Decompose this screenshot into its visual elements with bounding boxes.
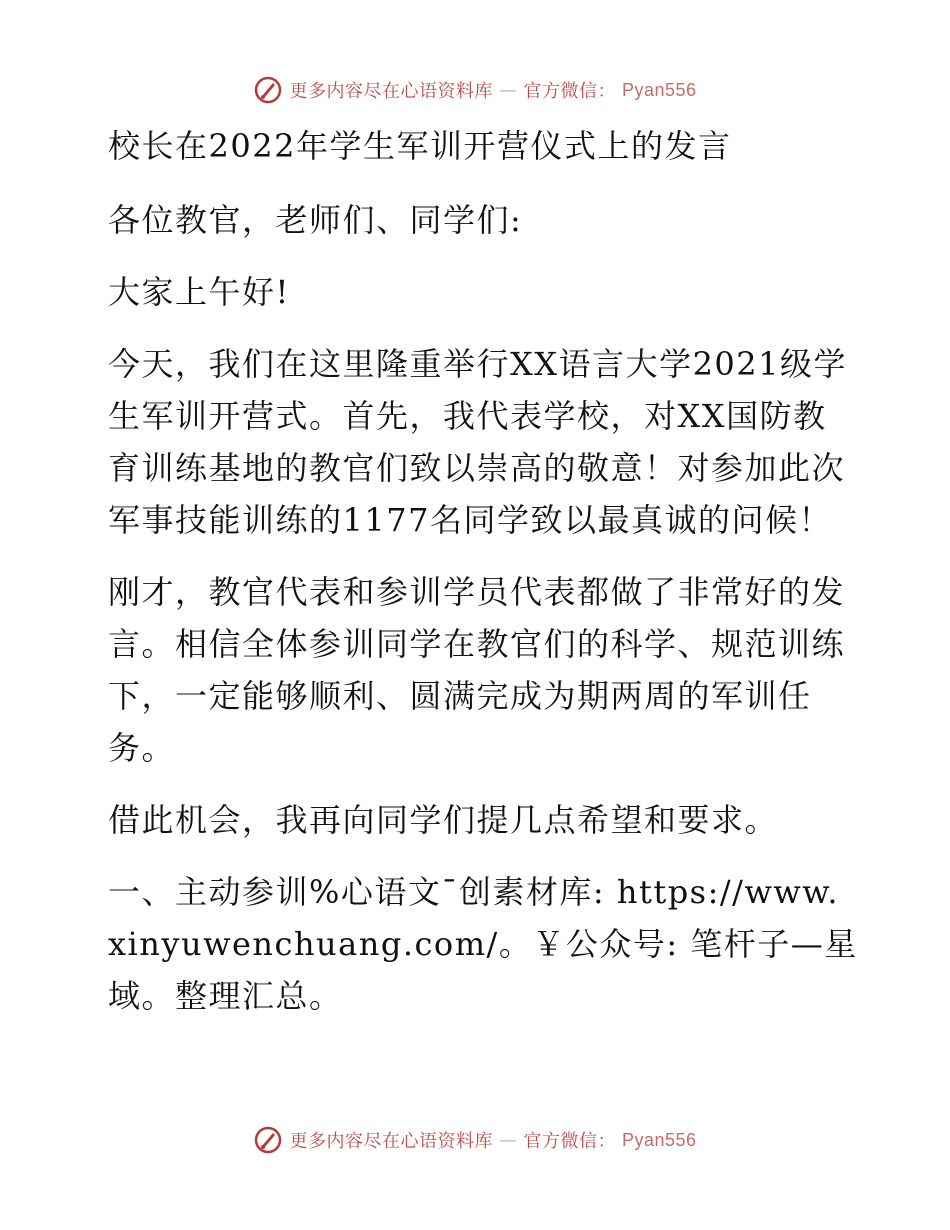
watermark-text: 更多内容尽在心语资料库 [289, 81, 493, 102]
quill-seal-icon [253, 1125, 283, 1155]
watermark-wechat-id: Pyan556 [621, 1129, 697, 1150]
quill-seal-icon [253, 75, 283, 105]
salutation: 大家上午好! [108, 273, 290, 311]
watermark-contact: 官方微信： [523, 1131, 616, 1152]
header-watermark [0, 72, 950, 108]
greeting: 各位教官，老师们、同学们: [108, 201, 523, 239]
watermark-separator: — [498, 79, 518, 101]
paragraph-requests: 借此机会，我再向同学们提几点希望和要求。 [108, 801, 779, 839]
footer-watermark [0, 1122, 950, 1158]
watermark-contact: 官方微信： [523, 81, 616, 102]
document-body [98, 120, 858, 1042]
paragraph-point-one: 一、主动参训%心语文¯创素材库: https://www.xinyuwenchuang.com/。￥公众号: 笔杆子—星域。整理汇总。 [108, 873, 858, 1015]
watermark-text: 更多内容尽在心语资料库 [289, 1131, 493, 1152]
document-title: 校长在2022年学生军训开营仪式上的发言 [108, 127, 732, 165]
watermark-wechat-id: Pyan556 [621, 79, 697, 100]
watermark-separator: — [498, 1129, 518, 1151]
paragraph-opening: 今天，我们在这里隆重举行XX语言大学2021级学生军训开营式。首先，我代表学校，对XX国防教育训练基地的教官们致以崇高的敬意！对参加此次军事技能训练的1177名同学致以最真诚的问候！ [108, 345, 848, 539]
paragraph-speeches: 刚才，教官代表和参训学员代表都做了非常好的发言。相信全体参训同学在教官们的科学、规范训练下，一定能够顺利、圆满完成为期两周的军训任务。 [108, 573, 846, 767]
